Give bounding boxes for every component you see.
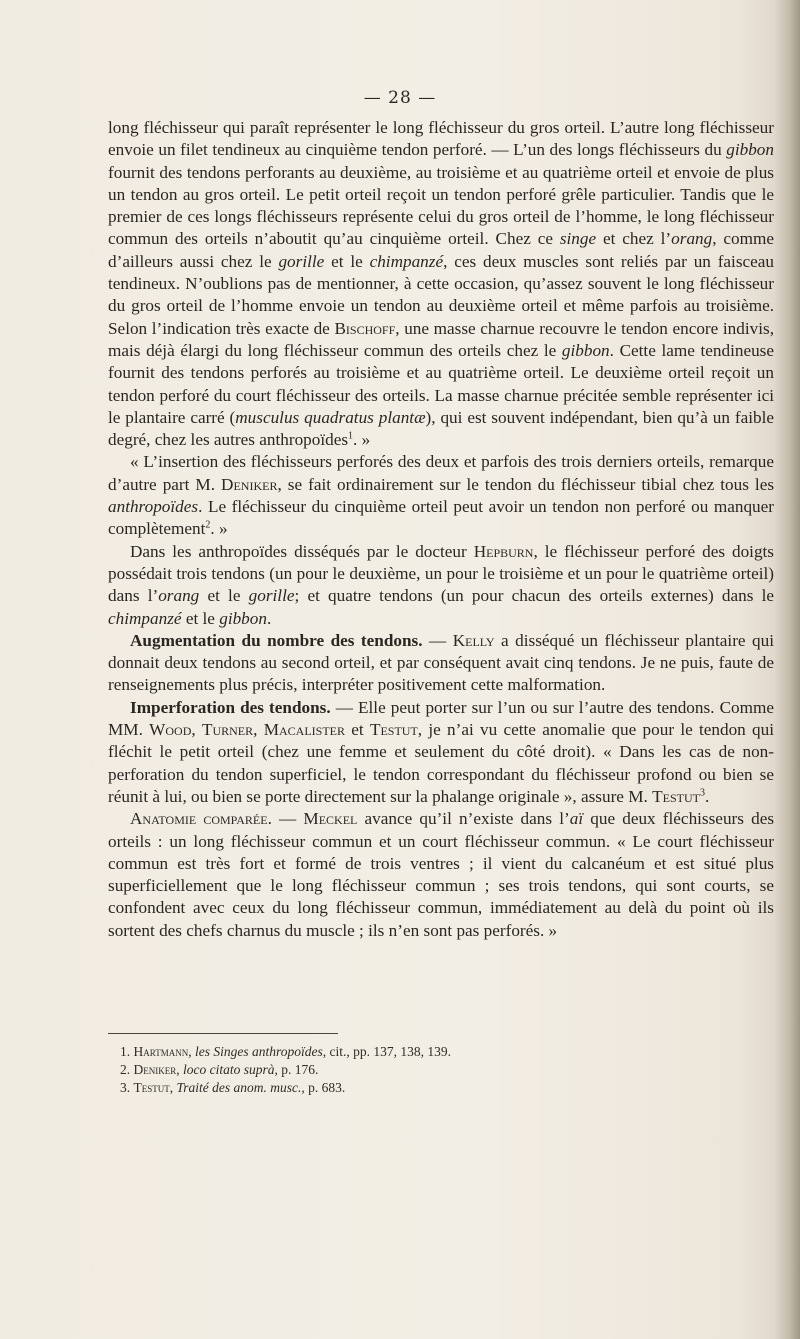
- footnotes: [120, 1043, 720, 1097]
- text-run: .: [704, 786, 710, 806]
- page-number: — 28 —: [363, 88, 437, 108]
- text-run: gorille: [278, 251, 325, 271]
- text-run: et le: [199, 586, 249, 606]
- text-run: ,: [188, 1044, 195, 1059]
- text-run: Anatomie comparée.: [130, 809, 272, 829]
- text-run: et le: [324, 251, 370, 271]
- paragraph: [108, 630, 774, 697]
- text-run: aï: [569, 809, 584, 829]
- text-run: Hartmann: [133, 1044, 189, 1059]
- text-run: , p. 176.: [274, 1062, 319, 1077]
- text-run: les Singes anthropoïdes: [194, 1044, 323, 1059]
- text-run: 3.: [120, 1080, 134, 1095]
- footnote-ref: 2: [205, 519, 211, 531]
- footnote: [120, 1061, 720, 1079]
- text-run: . Cette lame tendineuse fournit des tendons perforés au troisième et au quatrième orteil. Le deuxième orteil reçoit un tendon perforé du court fléchisseur des orteils. La masse charnue précitée semble représenter ici le plantaire carré (: [108, 340, 774, 427]
- paragraph: [108, 808, 774, 942]
- text-run: ; et quatre tendons (un pour chacun des orteils externes) dans le: [294, 586, 774, 606]
- text-run: musculus quadratus plantæ: [235, 407, 426, 427]
- text-run: gibbon: [219, 608, 267, 628]
- text-run: Deniker: [133, 1062, 177, 1077]
- text-run: singe: [559, 229, 597, 249]
- text-run: Traité des anom. musc.: [176, 1080, 302, 1095]
- text-run: Turner: [201, 720, 254, 740]
- text-run: gorille: [248, 586, 295, 606]
- text-run: fournit des tendons perforants au deuxième, au troisième et au quatrième orteil et envoie de plus un tendon au gros orteil. Le petit orteil reçoit un tendon perforé grêle particulier. Tandis que le premier de ces longs fléchisseurs représente celui du gros orteil de l’homme, le long fléchisseur commun des orteils n’aboutit qu’au cinquième orteil. Chez ce: [108, 162, 774, 249]
- text-run: Deniker: [221, 474, 278, 494]
- text-run: Testut: [133, 1080, 170, 1095]
- text-run: , ces deux muscles sont reliés par un faisceau tendineux. N’oublions pas de mentionner, à cette occasion, qu’assez souvent le long fléchisseur du gros orteil de l’homme envoie un tendon au deuxième orteil et même parfois au troisième. Selon l’indication très exacte de: [108, 251, 774, 338]
- text-run: . »: [210, 519, 228, 539]
- text-run: ,: [169, 1080, 177, 1095]
- text-run: orang: [158, 586, 200, 606]
- paragraph: [108, 117, 774, 451]
- text-run: 2.: [120, 1062, 134, 1077]
- text-run: Hepburn: [473, 541, 534, 561]
- text-run: et le: [181, 608, 220, 628]
- text-run: Imperforation des tendons.: [130, 697, 331, 717]
- text-run: Kelly: [452, 630, 495, 650]
- text-run: Testut: [652, 786, 700, 806]
- text-run: avance qu’il n’existe dans l’: [357, 809, 570, 829]
- text-run: , une masse charnue recouvre le tendon encore indivis, mais déjà élargi du long fléchisseur commun des orteils chez le: [108, 318, 774, 360]
- text-run: « L’insertion des fléchisseurs perforés des deux et parfois des trois derniers orteils, remarque d’autre part M.: [108, 452, 774, 494]
- text-run: gibbon: [561, 340, 610, 360]
- footnote-separator: [108, 1033, 338, 1034]
- text-run: Testut: [369, 720, 418, 740]
- text-run: et chez l’: [596, 229, 672, 249]
- text-run: , cit., pp. 137, 138, 139.: [322, 1044, 451, 1059]
- text-run: .: [266, 608, 272, 628]
- text-run: gibbon: [726, 140, 774, 160]
- text-run: Macalister: [263, 720, 345, 740]
- text-run: chimpanzé: [369, 251, 444, 271]
- text-run: long fléchisseur qui paraît représenter le long fléchisseur du gros orteil. L’autre long fléchisseur envoie un filet tendineux au cinquième tendon perforé. — L’un des longs fléchisseurs du: [108, 118, 774, 160]
- paragraph: [108, 697, 774, 808]
- text-run: 1.: [120, 1044, 134, 1059]
- text-run: Bischoff: [334, 318, 396, 338]
- text-run: ), qui est souvent indépendant, bien qu’à un faible degré, chez les autres anthropoïdes: [108, 407, 774, 450]
- text-run: ,: [176, 1062, 183, 1077]
- text-run: que deux fléchisseurs des orteils : un long fléchisseur commun et un court fléchisseur commun. « Le court fléchisseur commun est très fort et formé de trois ventres ; il vient du calcanéum et est situé plus superficiellement que le long fléchisseur commun ; ses trois tendons, qui sont courts, se confondent avec ceux du long fléchisseur commun, immédiatement au delà du point où ils sortent des chefs charnus du muscle ; ils n’en sont pas perforés. »: [108, 809, 775, 940]
- footnote: [120, 1079, 720, 1097]
- text-run: , p. 683.: [301, 1080, 346, 1095]
- page-edge-shadow: [774, 0, 800, 1339]
- text-run: et: [345, 720, 370, 740]
- paragraph: [108, 451, 774, 540]
- text-run: Meckel: [303, 809, 358, 829]
- text-run: chimpanzé: [108, 608, 182, 628]
- footnote-ref: 1: [348, 430, 354, 442]
- text-run: Dans les anthropoïdes disséqués par le docteur: [130, 541, 474, 561]
- text-run: , le fléchisseur perforé des doigts possédait trois tendons (un pour le deuxième, un pour le troisième et un pour le quatrième orteil) dans l’: [108, 541, 774, 606]
- text-run: —: [422, 630, 453, 650]
- footnote: [120, 1043, 720, 1061]
- text-run: —: [271, 809, 304, 829]
- text-run: ,: [191, 720, 202, 740]
- text-run: a disséqué un fléchisseur plantaire qui donnait deux tendons au second orteil, et par conséquent avait cinq tendons. Je ne puis, faute de renseignements plus précis, interpréter positivement cette malformation.: [108, 630, 775, 695]
- text-run: loco citato suprà: [183, 1062, 275, 1077]
- text-run: orang: [671, 229, 713, 249]
- text-run: Wood: [149, 720, 192, 740]
- text-run: — Elle peut porter sur l’un ou sur l’autre des tendons. Comme MM.: [108, 697, 774, 740]
- text-run: . »: [353, 430, 371, 450]
- text-run: anthropoïdes: [108, 497, 199, 517]
- text-run: , je n’ai vu cette anomalie que pour le tendon qui fléchit le petit orteil (chez une femme et seulement du côté droit). « Dans les cas de non-perforation du tendon superficiel, le tendon correspondant du fléchisseur profond ou bien se réunit à lui, ou bien se porte directement sur la phalange originale », assure M.: [108, 720, 775, 806]
- text-run: . Le fléchisseur du cinquième orteil peut avoir un tendon non perforé ou manquer complètement: [108, 497, 774, 539]
- footnote-ref: 3: [699, 787, 705, 799]
- text-run: , comme d’ailleurs aussi chez le: [108, 229, 774, 271]
- text-run: , se fait ordinairement sur le tendon du fléchisseur tibial chez tous les: [277, 474, 775, 494]
- text-run: Augmentation du nombre des tendons.: [130, 630, 423, 650]
- paragraph: [108, 541, 774, 630]
- text-run: ,: [253, 720, 264, 740]
- body-text: [108, 117, 774, 942]
